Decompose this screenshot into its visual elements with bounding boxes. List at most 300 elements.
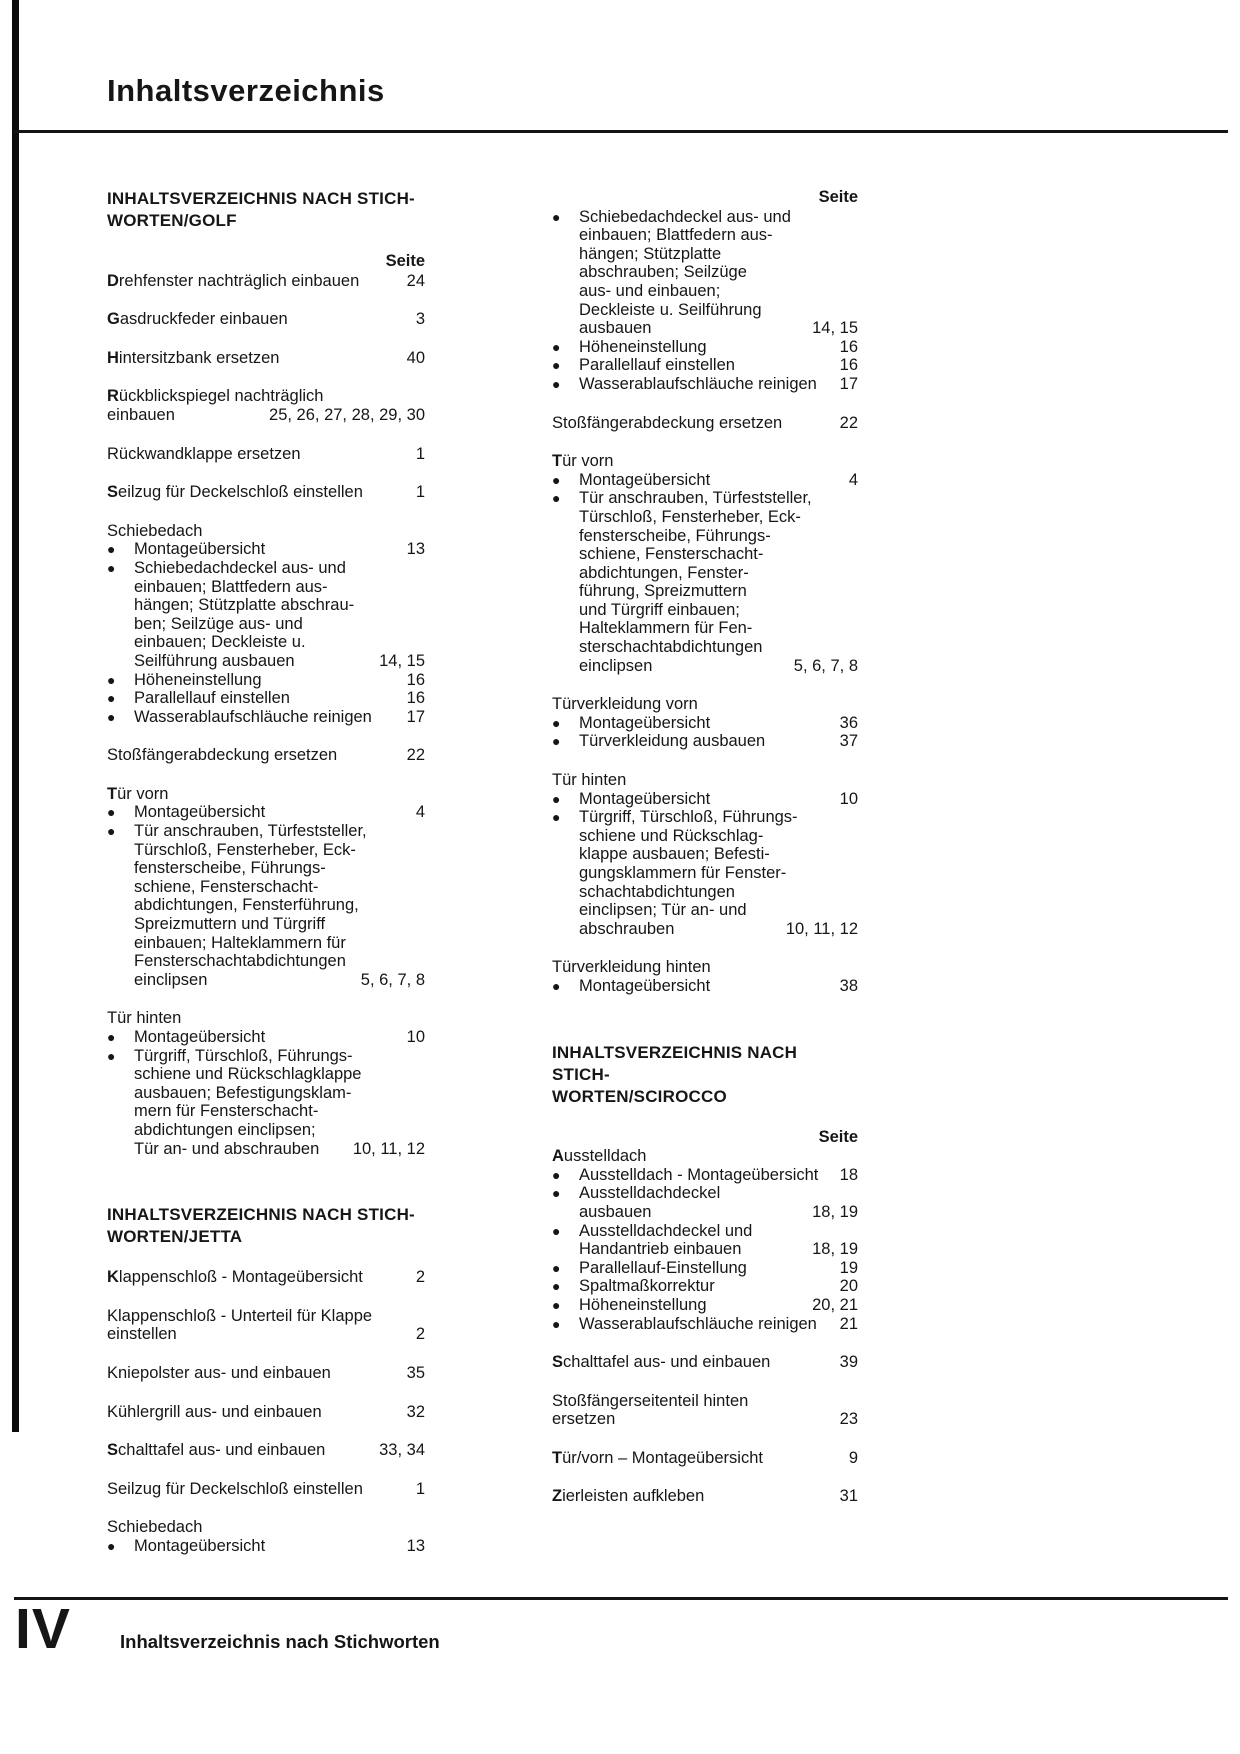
toc-item xyxy=(107,1047,425,1159)
entry-line: schiene und Rückschlag- xyxy=(579,826,764,845)
entry-last-line xyxy=(579,657,858,676)
entry-line: Stoßfängerseitenteil hinten xyxy=(552,1391,749,1410)
entry-text: Montageübersicht xyxy=(579,976,711,995)
toc-item xyxy=(552,356,858,375)
group-title: Tür hinten xyxy=(107,1009,182,1028)
page-number: 18 xyxy=(839,1165,858,1184)
bullet-icon: ● xyxy=(107,559,116,576)
entry-last-line xyxy=(134,671,425,690)
toc-item xyxy=(107,803,425,822)
scan-spine-bar xyxy=(12,0,19,1432)
toc-item xyxy=(552,977,858,996)
item-body xyxy=(134,803,425,822)
page-number: 13 xyxy=(406,1536,425,1555)
item-body xyxy=(579,790,858,809)
bullet-icon: ● xyxy=(107,804,116,821)
entry-text: Seilzug für Deckelschloß einstellen xyxy=(107,483,363,502)
page-number: 3 xyxy=(415,310,425,329)
entry-line: Schiebedachdeckel aus- und xyxy=(579,207,791,226)
bullet-icon: ● xyxy=(552,208,561,225)
bullet-icon: ● xyxy=(552,1166,561,1183)
page-number: 22 xyxy=(839,413,858,432)
toc-entry xyxy=(552,1392,858,1429)
page-number: 20, 21 xyxy=(812,1295,858,1314)
entry-last-line xyxy=(579,977,858,996)
toc-group xyxy=(552,1147,858,1333)
toc-item xyxy=(107,559,425,671)
entry-last-line xyxy=(134,803,425,822)
page-number: 38 xyxy=(839,976,858,995)
toc-group xyxy=(107,1009,425,1158)
entry-text: Parallellauf einstellen xyxy=(134,689,290,708)
lead-capital: S xyxy=(107,483,119,502)
page-number: 16 xyxy=(839,356,858,375)
toc-entry xyxy=(107,310,425,329)
toc-item xyxy=(552,1296,858,1315)
section-heading-line: INHALTSVERZEICHNIS NACH STICH- xyxy=(107,189,415,208)
entry-text: Kühlergrill aus- und einbauen xyxy=(107,1402,322,1421)
item-body xyxy=(134,540,425,559)
entry-text: Schalttafel aus- und einbauen xyxy=(552,1353,771,1372)
entry-text: Wasserablaufschläuche reinigen xyxy=(579,374,817,393)
entry-line: schachtabdichtungen xyxy=(579,882,735,901)
bullet-icon: ● xyxy=(552,1278,561,1295)
page-number: 13 xyxy=(406,540,425,559)
section-heading xyxy=(107,188,425,232)
group-title: Türverkleidung hinten xyxy=(552,958,711,977)
toc-group xyxy=(552,208,858,394)
entry-line: Halteklammern für Fen- xyxy=(579,619,753,638)
entry-line: Türschloß, Fensterheber, Eck- xyxy=(134,840,356,859)
entry-last-line xyxy=(579,356,858,375)
page-number: 14, 15 xyxy=(812,319,858,338)
item-body xyxy=(579,356,858,375)
group-title: Tür hinten xyxy=(552,771,627,790)
lead-capital: T xyxy=(552,452,563,471)
page-number: 20 xyxy=(839,1277,858,1296)
entry-line: einbauen; Blattfedern aus- xyxy=(579,226,773,245)
entry-last-line xyxy=(579,375,858,394)
entry-line: sterschachtabdichtungen xyxy=(579,638,763,657)
item-body xyxy=(579,338,858,357)
entry-last-line xyxy=(134,1537,425,1556)
item-body xyxy=(579,808,858,938)
item-body xyxy=(134,1047,425,1159)
lead-capital: T xyxy=(107,784,118,803)
entry-last-line xyxy=(579,1277,858,1296)
entry-line: aus- und einbauen; xyxy=(579,281,721,300)
page-column-header: Seite xyxy=(818,188,858,206)
entry-last-line xyxy=(579,714,858,733)
page-number: 23 xyxy=(839,1410,858,1429)
section-heading-line: INHALTSVERZEICHNIS NACH STICH- xyxy=(552,1042,798,1084)
entry-text: einstellen xyxy=(107,1325,177,1344)
bullet-icon: ● xyxy=(107,823,116,840)
bullet-icon: ● xyxy=(107,671,116,688)
section-heading-line: INHALTSVERZEICHNIS NACH STICH- xyxy=(107,1205,415,1225)
page-number: 17 xyxy=(839,374,858,393)
entry-last-line xyxy=(579,732,858,751)
entry-last-line xyxy=(552,1487,858,1506)
entry-last-line xyxy=(107,349,425,368)
page-number: 9 xyxy=(848,1448,858,1467)
page-number: 10 xyxy=(839,789,858,808)
toc-item xyxy=(552,208,858,338)
entry-last-line xyxy=(579,338,858,357)
entry-last-line xyxy=(134,652,425,671)
entry-line: Rückblickspiegel nachträglich xyxy=(107,387,324,406)
bullet-icon: ● xyxy=(552,338,561,355)
entry-text: Zierleisten aufkleben xyxy=(552,1487,705,1506)
page-number: 5, 6, 7, 8 xyxy=(793,656,858,675)
entry-line: Schiebedachdeckel aus- und xyxy=(134,558,346,577)
toc-item xyxy=(107,540,425,559)
page-number: 32 xyxy=(406,1402,425,1421)
entry-line: Deckleiste u. Seilführung xyxy=(579,300,762,319)
entry-text: Stoßfängerabdeckung ersetzen xyxy=(552,413,783,432)
entry-last-line xyxy=(107,1480,425,1499)
toc-entry xyxy=(107,1441,425,1460)
entry-text: Kniepolster aus- und einbauen xyxy=(107,1363,331,1382)
lead-capital: T xyxy=(552,1448,563,1467)
toc-item xyxy=(107,689,425,708)
item-body xyxy=(579,1277,858,1296)
entry-last-line xyxy=(552,1410,858,1429)
toc-entry xyxy=(107,387,425,424)
title-rule xyxy=(14,130,1228,133)
item-body xyxy=(134,1537,425,1556)
page-number: 18, 19 xyxy=(812,1240,858,1259)
lead-capital: H xyxy=(107,348,119,367)
entry-line: abdichtungen, Fensterführung, xyxy=(134,896,359,915)
item-body xyxy=(579,732,858,751)
toc-item xyxy=(552,790,858,809)
toc-item xyxy=(552,732,858,751)
entry-line: klappe ausbauen; Befesti- xyxy=(579,845,770,864)
page-number: 19 xyxy=(839,1258,858,1277)
item-body xyxy=(579,208,858,338)
bullet-icon: ● xyxy=(107,1029,116,1045)
toc-entry xyxy=(552,1353,858,1372)
item-body xyxy=(579,1166,858,1185)
toc-entry xyxy=(107,1364,425,1383)
page-column-header: Seite xyxy=(818,1127,858,1146)
entry-last-line xyxy=(107,1364,425,1383)
page-number: 40 xyxy=(406,348,425,367)
toc-group xyxy=(552,695,858,751)
entry-line: Fensterschachtabdichtungen xyxy=(134,952,346,971)
entry-text: Montageübersicht xyxy=(579,789,711,808)
page-number: 18, 19 xyxy=(812,1202,858,1221)
toc-item xyxy=(552,1277,858,1296)
bullet-icon: ● xyxy=(552,1185,561,1202)
entry-text: abschrauben xyxy=(579,919,675,938)
entry-text: Drehfenster nachträglich einbauen xyxy=(107,271,360,290)
page-number: 10, 11, 12 xyxy=(352,1139,425,1158)
toc-item xyxy=(552,1166,858,1185)
entry-last-line xyxy=(107,272,425,291)
page-number: 5, 6, 7, 8 xyxy=(360,970,425,989)
page-number: 1 xyxy=(415,444,425,463)
entry-line: Türschloß, Fensterheber, Eck- xyxy=(579,507,801,526)
page-number: 25, 26, 27, 28, 29, 30 xyxy=(269,405,425,424)
page-number: 16 xyxy=(406,689,425,708)
entry-last-line xyxy=(134,1140,425,1159)
toc-item xyxy=(552,808,858,938)
entry-last-line xyxy=(107,483,425,502)
entry-line: Ausstelldachdeckel xyxy=(579,1184,721,1203)
page-number: 22 xyxy=(406,746,425,765)
entry-text: Tür an- und abschrauben xyxy=(134,1139,320,1158)
item-body xyxy=(134,1028,425,1047)
entry-last-line xyxy=(579,790,858,809)
entry-last-line xyxy=(107,1441,425,1460)
item-body xyxy=(579,375,858,394)
page-number: 2 xyxy=(415,1268,425,1287)
page-number: 4 xyxy=(848,470,858,489)
toc-entry xyxy=(107,1268,425,1287)
page-number: 10 xyxy=(406,1028,425,1046)
toc-item xyxy=(552,1315,858,1334)
page-title: Inhaltsverzeichnis xyxy=(107,73,385,108)
group-title: Schiebedach xyxy=(107,1518,203,1537)
entry-line: mern für Fensterschacht- xyxy=(134,1102,319,1121)
toc-item xyxy=(552,1259,858,1278)
lead-capital: Z xyxy=(552,1487,563,1506)
page-number: 1 xyxy=(415,1479,425,1498)
bullet-icon: ● xyxy=(552,490,561,507)
entry-text: Spaltmaßkorrektur xyxy=(579,1277,715,1296)
toc-item xyxy=(552,1222,858,1259)
entry-text: Parallellauf einstellen xyxy=(579,356,735,375)
toc-item xyxy=(552,375,858,394)
entry-text: Handantrieb einbauen xyxy=(579,1240,742,1259)
lead-capital: K xyxy=(107,1268,119,1287)
page-number: 39 xyxy=(839,1353,858,1372)
entry-last-line xyxy=(134,971,425,990)
toc-entry xyxy=(552,1449,858,1468)
item-body xyxy=(579,1296,858,1315)
bullet-icon: ● xyxy=(107,690,116,707)
section-heading-line: WORTEN/SCIROCCO xyxy=(552,1086,727,1106)
lead-capital: R xyxy=(107,387,119,406)
entry-text: Stoßfängerabdeckung ersetzen xyxy=(107,746,338,765)
footer-rule xyxy=(14,1597,1228,1600)
section-heading-line: WORTEN/GOLF xyxy=(107,211,237,230)
entry-text: Rückwandklappe ersetzen xyxy=(107,444,301,463)
entry-text: einclipsen xyxy=(134,970,208,989)
entry-line: fensterscheibe, Führungs- xyxy=(134,859,326,878)
toc-entry xyxy=(552,414,858,433)
page-number: 21 xyxy=(839,1314,858,1333)
toc-item xyxy=(552,714,858,733)
lead-capital: S xyxy=(552,1353,564,1372)
toc-entry xyxy=(107,1480,425,1499)
entry-last-line xyxy=(579,1166,858,1185)
entry-text: ausbauen xyxy=(579,319,652,338)
entry-text: Wasserablaufschläuche reinigen xyxy=(579,1314,817,1333)
entry-last-line xyxy=(134,689,425,708)
lead-capital: S xyxy=(107,1441,119,1460)
bullet-icon: ● xyxy=(552,714,561,731)
section-heading-line: WORTEN/JETTA xyxy=(107,1227,243,1247)
toc-entry xyxy=(107,349,425,368)
bullet-icon: ● xyxy=(552,1315,561,1332)
group-title: Tür vorn xyxy=(107,784,169,803)
page-number: 31 xyxy=(839,1487,858,1506)
entry-last-line xyxy=(579,1240,858,1259)
entry-text: Höheneinstellung xyxy=(579,1295,707,1314)
item-body xyxy=(134,671,425,690)
toc-item xyxy=(552,471,858,490)
entry-line: fensterscheibe, Führungs- xyxy=(579,526,771,545)
bullet-icon: ● xyxy=(552,733,561,750)
bullet-icon: ● xyxy=(552,357,561,374)
toc-item xyxy=(107,708,425,727)
entry-text: Montageübersicht xyxy=(134,1028,266,1046)
entry-text: Seilführung ausbauen xyxy=(134,651,295,670)
entry-last-line xyxy=(552,414,858,433)
toc-item xyxy=(552,338,858,357)
toc-item xyxy=(107,671,425,690)
entry-last-line xyxy=(579,1296,858,1315)
item-body xyxy=(579,471,858,490)
entry-line: schiene und Rückschlagklappe xyxy=(134,1065,362,1084)
entry-text: Montageübersicht xyxy=(134,1536,266,1555)
toc-group xyxy=(552,958,858,995)
entry-text: Parallellauf-Einstellung xyxy=(579,1258,747,1277)
entry-line: schiene, Fensterschacht- xyxy=(134,877,319,896)
item-body xyxy=(579,714,858,733)
entry-line: einclipsen; Tür an- und xyxy=(579,901,747,920)
section-heading xyxy=(552,1042,858,1108)
entry-text: Klappenschloß - Montageübersicht xyxy=(107,1268,363,1287)
entry-text: Hintersitzbank ersetzen xyxy=(107,348,280,367)
toc-column-left xyxy=(107,188,425,1556)
bullet-icon: ● xyxy=(107,541,116,558)
footer-label: Inhaltsverzeichnis nach Stichworten xyxy=(120,1631,440,1652)
page-number: 10, 11, 12 xyxy=(785,919,858,938)
toc-entry xyxy=(107,746,425,765)
entry-last-line xyxy=(552,1449,858,1468)
toc-item xyxy=(107,822,425,989)
entry-last-line xyxy=(107,445,425,464)
item-body xyxy=(579,489,858,675)
page-number: 37 xyxy=(839,732,858,751)
lead-capital: G xyxy=(107,310,120,329)
entry-last-line xyxy=(579,1315,858,1334)
entry-line: abschrauben; Seilzüge xyxy=(579,263,747,282)
entry-last-line xyxy=(579,1203,858,1222)
item-body xyxy=(579,1315,858,1334)
page-number: 14, 15 xyxy=(379,651,425,670)
toc-group xyxy=(107,785,425,990)
toc-entry xyxy=(552,1487,858,1506)
entry-last-line xyxy=(107,1403,425,1422)
entry-line: Spreizmuttern und Türgriff xyxy=(134,915,326,934)
group-title: Türverkleidung vorn xyxy=(552,695,698,714)
page-number: 35 xyxy=(406,1363,425,1382)
entry-line: Tür anschrauben, Türfeststeller, xyxy=(579,489,812,508)
entry-line: einbauen; Halteklammern für xyxy=(134,933,346,952)
entry-text: ersetzen xyxy=(552,1410,616,1429)
item-body xyxy=(579,1222,858,1259)
toc-group xyxy=(552,771,858,938)
entry-last-line xyxy=(107,310,425,329)
entry-line: gungsklammern für Fenster- xyxy=(579,864,787,882)
entry-text: Seilzug für Deckelschloß einstellen xyxy=(107,1479,363,1498)
entry-line: führung, Spreizmuttern xyxy=(579,582,747,601)
entry-last-line xyxy=(107,406,425,425)
entry-last-line xyxy=(579,1259,858,1278)
entry-text: einclipsen xyxy=(579,656,653,675)
toc-entry xyxy=(107,483,425,502)
toc-item xyxy=(107,1537,425,1556)
entry-last-line xyxy=(134,540,425,559)
toc-entry xyxy=(107,272,425,291)
entry-text: Höheneinstellung xyxy=(579,337,707,356)
entry-line: Ausstelldachdeckel und xyxy=(579,1221,753,1240)
entry-last-line xyxy=(107,746,425,765)
entry-line: ben; Seilzüge aus- und xyxy=(134,614,303,633)
entry-line: Tür anschrauben, Türfeststeller, xyxy=(134,822,367,841)
bullet-icon: ● xyxy=(552,1259,561,1276)
toc-group xyxy=(107,522,425,727)
entry-last-line xyxy=(579,319,858,338)
bullet-icon: ● xyxy=(552,375,561,392)
page-number: 1 xyxy=(415,483,425,502)
page-number: 4 xyxy=(415,803,425,822)
entry-line: Türgriff, Türschloß, Führungs- xyxy=(134,1046,353,1065)
entry-line: abdichtungen einclipsen; xyxy=(134,1120,316,1139)
bullet-icon: ● xyxy=(107,1047,116,1064)
entry-text: Montageübersicht xyxy=(579,713,711,732)
entry-line: hängen; Stützplatte xyxy=(579,244,722,263)
entry-text: Wasserablaufschläuche reinigen xyxy=(134,707,372,726)
entry-text: Montageübersicht xyxy=(579,470,711,489)
item-body xyxy=(134,689,425,708)
item-body xyxy=(134,559,425,671)
entry-text: Gasdruckfeder einbauen xyxy=(107,310,288,329)
entry-line: hängen; Stützplatte abschrau- xyxy=(134,596,355,615)
entry-text: Montageübersicht xyxy=(134,540,266,559)
entry-text: Türverkleidung ausbauen xyxy=(579,732,766,751)
toc-column-right xyxy=(552,188,858,1506)
entry-text: ausbauen xyxy=(579,1202,652,1221)
bullet-icon: ● xyxy=(107,708,116,725)
entry-last-line xyxy=(107,1268,425,1287)
toc-item xyxy=(107,1028,425,1047)
entry-line: einbauen; Blattfedern aus- xyxy=(134,577,328,596)
bullet-icon: ● xyxy=(552,1222,561,1239)
group-title: Ausstelldach xyxy=(552,1147,647,1166)
entry-text: einbauen xyxy=(107,405,175,424)
entry-line: Türgriff, Türschloß, Führungs- xyxy=(579,808,798,827)
entry-last-line xyxy=(579,471,858,490)
group-title: Schiebedach xyxy=(107,521,203,540)
entry-text: Schalttafel aus- und einbauen xyxy=(107,1441,326,1460)
toc-group xyxy=(107,1518,425,1555)
bullet-icon: ● xyxy=(552,809,561,826)
entry-last-line xyxy=(552,1353,858,1372)
entry-line: und Türgriff einbauen; xyxy=(579,600,740,619)
entry-last-line xyxy=(134,708,425,727)
lead-capital: A xyxy=(552,1147,564,1166)
toc-entry xyxy=(107,445,425,464)
page-column-header: Seite xyxy=(385,252,425,270)
page-roman-numeral: IV xyxy=(15,1597,71,1661)
item-body xyxy=(579,1184,858,1221)
